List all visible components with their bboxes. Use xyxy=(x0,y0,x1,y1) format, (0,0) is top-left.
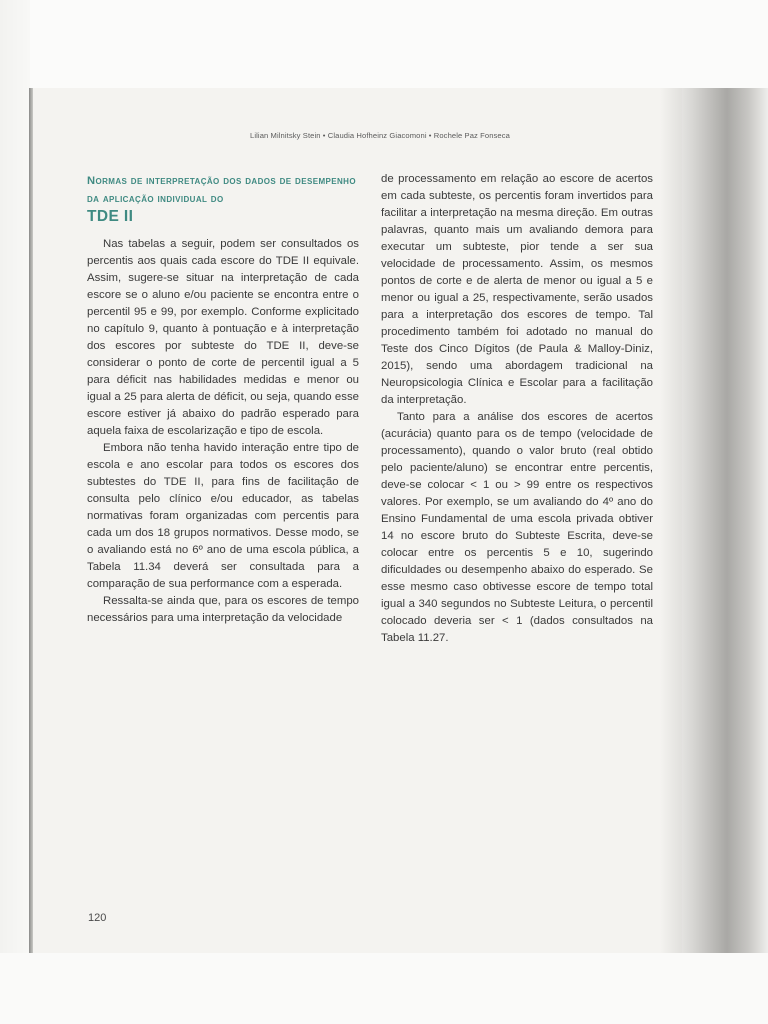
paragraph: Ressalta-se ainda que, para os escores de tempo necessários para uma interpretação da velocidade xyxy=(87,595,359,624)
left-column xyxy=(87,236,359,627)
paragraph: Nas tabelas a seguir, podem ser consultados os percentis aos quais cada escore do TDE II equivale. Assim, sugere-se situar na interpretação de cada escore se o aluno e/ou paciente se encontra entre o percentil 95 e 99, por exemplo. Conforme explicitado no capítulo 9, quanto à pontuação e à interpretação dos escores por subteste do TDE II, deve-se considerar o ponto de corte de percentil igual a 5 para déficit nas habilidades medidas e menor ou igual a 25 para alerta de déficit, ou seja, quando esse escore estiver já abaixo do padrão esperado para aquela faixa de escolarização e tipo de escola. xyxy=(87,238,359,437)
section-heading-line1: Normas de interpretação dos dados de desempenho da aplicação individual do xyxy=(87,175,356,205)
paragraph: Tanto para a análise dos escores de acertos (acurácia) quanto para os de tempo (velocidade de processamento), quando o valor bruto (real obtido pelo paciente/aluno) se encontrar entre percentis, deve-se colocar < 1 ou > 99 entre os respectivos valores. Por exemplo, se um avaliando do 4º ano do Ensino Fundamental de uma escola privada obtiver 14 no escore bruto do Subteste Escrita, deve-se colocar entre os percentis 5 e 10, sugerindo dificuldades ou desempenho abaixo do esperado. Se esse mesmo caso obtivesse escore de tempo total igual a 340 segundos no Subteste Leitura, o percentil colocado deveria ser < 1 (dados consultados na Tabela 11.27. xyxy=(381,411,653,644)
scan-bottom-margin xyxy=(0,953,768,1024)
page-edge xyxy=(29,88,33,953)
section-heading xyxy=(87,172,362,226)
running-head: Lilian Milnitsky Stein • Claudia Hofheinz Giacomoni • Rochele Paz Fonseca xyxy=(250,131,510,140)
page-number: 120 xyxy=(88,912,107,924)
section-heading-line2: TDE II xyxy=(87,208,134,225)
scan-background xyxy=(0,0,30,1024)
paragraph: de processamento em relação ao escore de acertos em cada subteste, os percentis foram invertidos para facilitar a interpretação na mesma direção. Em outras palavras, quanto mais um avaliando demora para executar um subteste, pior tende a ser sua velocidade de processamento. Assim, os mesmos pontos de corte e de alerta de menor ou igual a 5 e menor ou igual a 25, respectivamente, serão usados para a interpretação dos escores de tempo. Tal procedimento também foi adotado no manual do Teste dos Cinco Dígitos (de Paula & Malloy-Diniz, 2015), sendo uma abordagem tradicional na Neuropsicologia Clínica e Escolar para a facilitação da interpretação. xyxy=(381,173,653,406)
paragraph: Embora não tenha havido interação entre tipo de escola e ano escolar para todos os escores dos subtestes do TDE II, para fins de facilitação de consulta pelo clínico e/ou educador, as tabelas normativas foram organizadas com percentis para cada um dos 18 grupos normativos. Desse modo, se o avaliando está no 6º ano de uma escola pública, a Tabela 11.34 deverá ser consultada para a comparação de sua performance com a esperada. xyxy=(87,442,359,590)
right-column xyxy=(381,171,653,647)
page-gutter-shadow xyxy=(660,88,768,953)
